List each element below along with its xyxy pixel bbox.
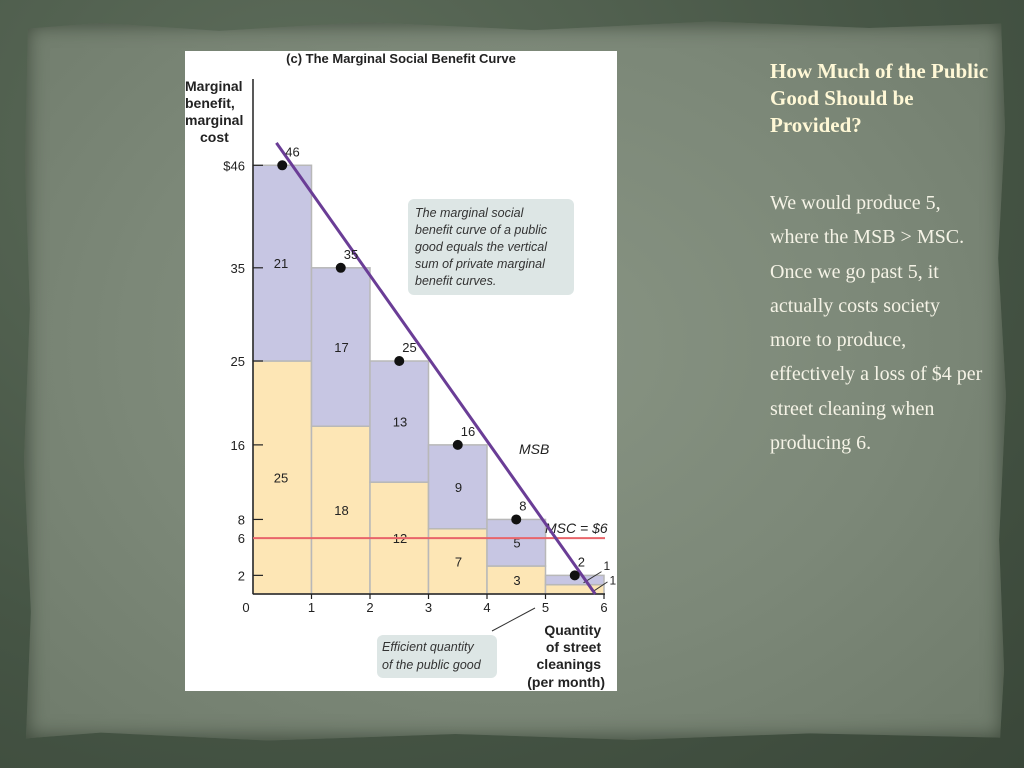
bar-value-label: 13 xyxy=(392,414,408,430)
y-tick-label: 35 xyxy=(230,260,245,276)
bar-value-label: 12 xyxy=(392,531,408,547)
y-axis-title-line: benefit, xyxy=(185,95,235,111)
callout-line: The marginal social xyxy=(415,206,524,220)
msb-point-label: 35 xyxy=(343,246,359,262)
bar-value-label: 9 xyxy=(454,479,463,495)
x-axis-title-line: (per month) xyxy=(527,674,605,690)
efficient-line: of the public good xyxy=(382,658,481,672)
msb-point-label: 8 xyxy=(519,498,527,514)
bar-value-label: 18 xyxy=(334,503,349,519)
x-tick-label: 3 xyxy=(424,600,433,615)
chart-title: (c) The Marginal Social Benefit Curve xyxy=(286,51,516,66)
y-axis-title-line: cost xyxy=(200,129,229,145)
y-axis-title-line: Marginal xyxy=(185,78,243,94)
x-tick-label: 4 xyxy=(483,600,491,615)
y-tick-label: 6 xyxy=(237,531,245,547)
y-tick-label: 2 xyxy=(237,568,245,584)
bar-value-label: 25 xyxy=(273,470,289,486)
y-tick-label: $46 xyxy=(223,158,245,174)
msb-point-label: 16 xyxy=(460,423,476,439)
x-tick-label: 5 xyxy=(541,600,550,615)
msb-point-label: 2 xyxy=(577,554,585,570)
x-tick-label: 2 xyxy=(366,600,374,615)
callout-box xyxy=(408,199,574,295)
y-axis-title-line: marginal xyxy=(185,112,244,128)
callout-line: benefit curves. xyxy=(415,274,497,288)
callout-line: sum of private marginal xyxy=(415,257,545,271)
x-axis-title-line: cleanings xyxy=(536,656,602,672)
msb-point-label: 25 xyxy=(402,340,417,355)
x-axis-title-line: of street xyxy=(545,639,602,655)
y-axis-title xyxy=(185,78,247,145)
bar-value-label: 3 xyxy=(513,573,521,589)
y-tick-label: 16 xyxy=(230,437,245,453)
msb-point-label: 46 xyxy=(285,144,300,160)
y-tick-label: 8 xyxy=(237,512,245,528)
x-axis-title xyxy=(527,622,605,690)
msb-point xyxy=(336,263,346,273)
chart-figure xyxy=(185,51,617,691)
efficient-line: Efficient quantity xyxy=(382,640,474,654)
x-tick-label: 1 xyxy=(307,600,316,615)
slide-heading: How Much of the Public Good Should be Provided? xyxy=(770,59,989,137)
slide-body-text: We would produce 5, where the MSB > MSC. Once we go past 5, it actually costs society more to produce, effectively a loss of $4 per street cleaning when producing 6. xyxy=(770,192,983,455)
plot-area xyxy=(223,79,616,615)
efficient-pointer-line xyxy=(492,608,535,631)
msb-chart xyxy=(185,51,617,691)
bar-value-label: 21 xyxy=(273,256,289,272)
x-axis-title-line: Quantity xyxy=(544,622,602,638)
msb-label: MSB xyxy=(519,441,550,457)
bar-value-label: 7 xyxy=(454,554,463,570)
y-tick-label: 25 xyxy=(230,354,245,369)
efficient-quantity-box xyxy=(377,608,535,678)
x-tick-label: 0 xyxy=(242,600,250,615)
bar-value-label: 5 xyxy=(513,535,521,551)
msb-point xyxy=(570,570,580,580)
msb-point xyxy=(511,514,521,524)
msb-point xyxy=(394,356,404,366)
callout-line: benefit curve of a public xyxy=(415,223,548,237)
msb-point xyxy=(277,160,287,170)
msc-label: MSC = $6 xyxy=(545,520,608,537)
bar-value-label: 1 xyxy=(603,558,611,573)
bar-value-label: 17 xyxy=(334,340,349,356)
x-tick-label: 6 xyxy=(600,600,608,615)
bar-value-label: 1 xyxy=(609,573,617,588)
msb-point xyxy=(453,440,463,450)
callout-line: good equals the vertical xyxy=(415,240,548,254)
